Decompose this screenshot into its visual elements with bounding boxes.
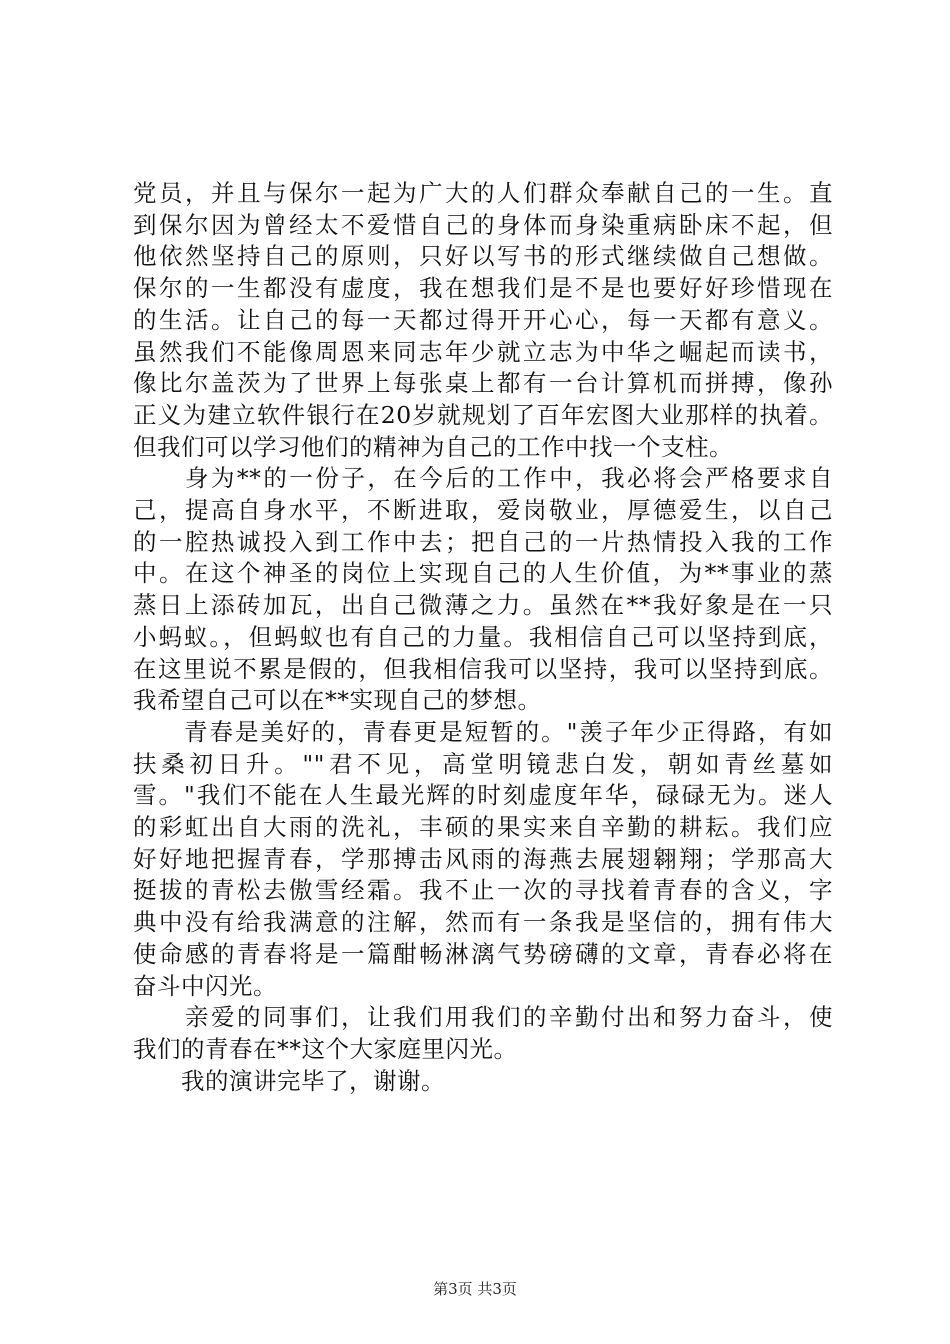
text-line: 己，提高自身水平，不断进取，爱岗敬业，厚德爱生，以自己: [133, 496, 833, 525]
text-line: 虽然我们不能像周恩来同志年少就立志为中华之崛起而读书，: [133, 337, 833, 366]
text-line: 的彩虹出自大雨的洗礼，丰硕的果实来自辛勤的耕耘。我们应: [133, 813, 833, 842]
page-footer: 第3页 共3页: [433, 1280, 517, 1298]
text-line: 但我们可以学习他们的精神为自己的工作中找一个支柱。: [133, 432, 733, 461]
text-line: 正义为建立软件银行在20岁就规划了百年宏图大业那样的执着。: [133, 400, 833, 429]
text-line: 党员，并且与保尔一起为广大的人们群众奉献自己的一生。直: [133, 179, 833, 207]
text-line: 挺拔的青松去傲雪经霜。我不止一次的寻找着青春的含义，字: [133, 876, 833, 905]
text-line: 的一腔热诚投入到工作中去；把自己的一片热情投入我的工作: [133, 527, 833, 556]
text-line: 我们的青春在**这个大家庭里闪光。: [133, 1034, 518, 1063]
text-line: 保尔的一生都没有虚度，我在想我们是不是也要好好珍惜现在: [133, 274, 833, 303]
text-line: 扶桑初日升。""君不见，高堂明镜悲白发，朝如青丝墓如: [133, 749, 833, 778]
text-line: 亲爱的同事们，让我们用我们的辛勤付出和努力奋斗，使: [133, 1003, 833, 1032]
text-line: 像比尔盖茨为了世界上每张桌上都有一台计算机而拼搏，像孙: [133, 369, 833, 398]
text-line: 雪。"我们不能在人生最光辉的时刻虚度年华，碌碌无为。迷人: [133, 781, 833, 810]
text-line: 使命感的青春将是一篇酣畅淋漓气势磅礴的文章，青春必将在: [133, 939, 833, 968]
text-line: 小蚂蚁。，但蚂蚁也有自己的力量。我相信自己可以坚持到底，: [133, 622, 833, 651]
text-line: 的生活。让自己的每一天都过得开开心心，每一天都有意义。: [133, 305, 833, 334]
text-line: 中。在这个神圣的岗位上实现自己的人生价值，为**事业的蒸: [133, 559, 833, 588]
text-line: 蒸日上添砖加瓦，出自己微薄之力。虽然在**我好象是在一只: [133, 591, 833, 620]
text-line: 到保尔因为曾经太不爱惜自己的身体而身染重病卧床不起，但: [133, 210, 833, 239]
text-line: 我的演讲完毕了，谢谢。: [133, 1066, 445, 1095]
text-line: 身为**的一份子，在今后的工作中，我必将会严格要求自: [133, 464, 833, 493]
text-line: 典中没有给我满意的注解，然而有一条我是坚信的，拥有伟大: [133, 908, 833, 937]
text-line: 奋斗中闪光。: [133, 971, 277, 1000]
text-line: 青春是美好的，青春更是短暂的。"羡子年少正得路，有如: [133, 717, 833, 746]
text-line: 我希望自己可以在**实现自己的梦想。: [133, 686, 542, 715]
text-line: 好好地把握青春，学那搏击风雨的海燕去展翅翱翔；学那高大: [133, 844, 833, 873]
text-line: 在这里说不累是假的，但我相信我可以坚持，我可以坚持到底。: [133, 654, 833, 683]
document-body: [133, 178, 833, 1097]
text-line: 他依然坚持自己的原则，只好以写书的形式继续做自己想做。: [133, 242, 833, 271]
